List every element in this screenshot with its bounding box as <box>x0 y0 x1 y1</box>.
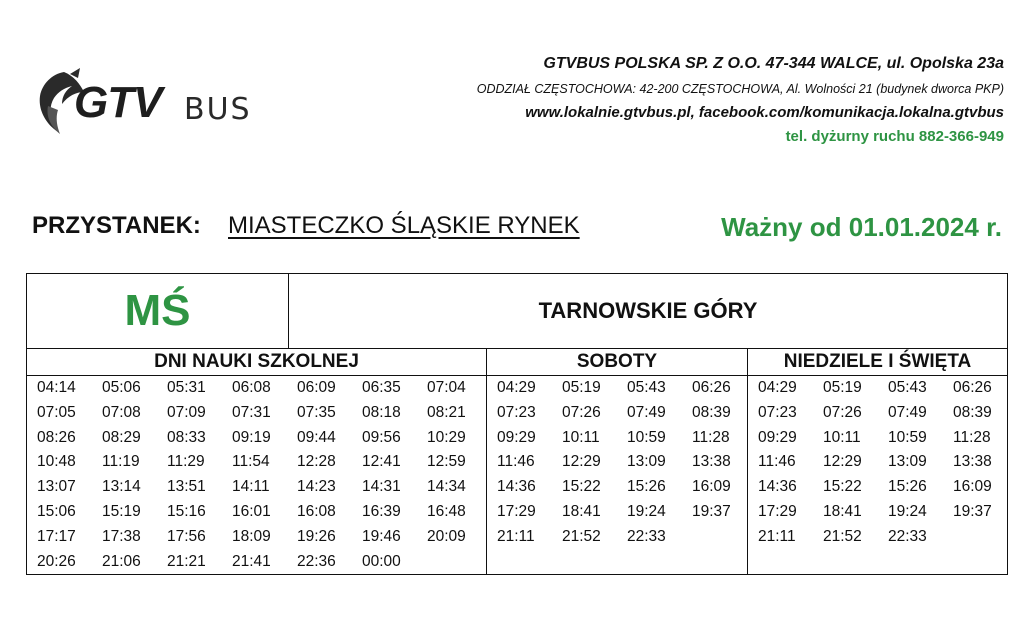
website-links[interactable]: www.lokalnie.gtvbus.pl, facebook.com/komunikacja.lokalna.gtvbus <box>525 104 1004 121</box>
departure-time: 13:14 <box>102 478 141 496</box>
departure-time: 08:21 <box>427 403 466 421</box>
departure-time: 09:56 <box>362 428 401 446</box>
departure-time: 12:29 <box>823 453 862 471</box>
departure-time: 05:19 <box>562 379 601 396</box>
departure-grid <box>27 376 486 574</box>
departure-time: 21:52 <box>562 527 601 545</box>
departure-time: 21:06 <box>102 552 141 570</box>
departure-time: 08:18 <box>362 403 401 421</box>
section-title: NIEDZIELE I ŚWIĘTA <box>748 349 1007 376</box>
departure-time: 00:00 <box>362 552 401 570</box>
departure-time: 07:49 <box>888 403 927 421</box>
departure-time: 17:29 <box>758 502 797 520</box>
departure-time: 07:08 <box>102 403 141 421</box>
departure-grid <box>487 376 747 550</box>
departure-time: 20:09 <box>427 527 466 545</box>
departure-time: 07:26 <box>562 403 601 421</box>
departure-time: 13:38 <box>953 453 992 471</box>
departure-time: 11:46 <box>758 453 796 471</box>
departure-time: 11:28 <box>953 428 991 446</box>
dispatcher-phone: tel. dyżurny ruchu 882-366-949 <box>785 128 1004 145</box>
departure-time: 04:29 <box>758 379 797 396</box>
departure-time: 19:24 <box>627 502 666 520</box>
departure-time: 09:29 <box>497 428 536 446</box>
branch-address: ODDZIAŁ CZĘSTOCHOWA: 42-200 CZĘSTOCHOWA, Al. Wolności 21 (budynek dworca PKP) <box>476 82 1004 96</box>
departure-time: 05:06 <box>102 379 141 396</box>
departure-time: 07:09 <box>167 403 206 421</box>
departure-time: 21:52 <box>823 527 862 545</box>
departure-time: 15:16 <box>167 502 206 520</box>
departure-time: 15:22 <box>562 478 601 496</box>
departure-grid <box>748 376 1007 550</box>
departure-time: 12:59 <box>427 453 466 471</box>
departure-time: 21:11 <box>758 527 796 545</box>
valid-from: Ważny od 01.01.2024 r. <box>721 212 1002 242</box>
departure-time: 13:51 <box>167 478 206 496</box>
section-title: SOBOTY <box>487 349 747 376</box>
departure-time: 15:19 <box>102 502 141 520</box>
departure-time: 15:06 <box>37 502 76 520</box>
departure-time: 14:31 <box>362 478 401 496</box>
departure-time: 12:41 <box>362 453 401 471</box>
departure-time: 16:09 <box>692 478 731 496</box>
departure-time: 08:39 <box>692 403 731 421</box>
departure-time: 07:35 <box>297 403 336 421</box>
departure-time: 04:14 <box>37 379 76 396</box>
departure-time: 17:17 <box>37 527 76 545</box>
departure-time: 14:36 <box>758 478 797 496</box>
destination: TARNOWSKIE GÓRY <box>538 298 758 323</box>
line-number: MŚ <box>27 274 289 348</box>
departure-time: 07:23 <box>758 403 797 421</box>
departure-time: 19:37 <box>953 502 992 520</box>
departure-time: 17:56 <box>167 527 206 545</box>
departure-time: 21:11 <box>497 527 535 545</box>
departure-time: 12:28 <box>297 453 336 471</box>
departure-time: 21:41 <box>232 552 271 570</box>
departure-time: 15:26 <box>627 478 666 496</box>
timetable <box>26 273 1008 575</box>
company-address: GTVBUS POLSKA SP. Z O.O. 47-344 WALCE, ul. Opolska 23a <box>543 55 1004 72</box>
departure-time: 13:07 <box>37 478 76 496</box>
departure-time: 08:26 <box>37 428 76 446</box>
departure-time: 16:48 <box>427 502 466 520</box>
section-saturdays <box>487 349 748 574</box>
logo-suffix: BUS <box>184 92 252 127</box>
departure-time: 19:26 <box>297 527 336 545</box>
departure-time: 11:46 <box>497 453 535 471</box>
departure-time: 16:08 <box>297 502 336 520</box>
departure-time: 16:01 <box>232 502 271 520</box>
departure-time: 04:29 <box>497 379 536 396</box>
departure-time: 07:26 <box>823 403 862 421</box>
departure-time: 07:31 <box>232 403 271 421</box>
departure-time: 19:46 <box>362 527 401 545</box>
departure-time: 22:33 <box>627 527 666 545</box>
departure-time: 11:19 <box>102 453 140 471</box>
departure-time: 10:59 <box>888 428 927 446</box>
departure-time: 05:19 <box>823 379 862 396</box>
departure-time: 14:34 <box>427 478 466 496</box>
departure-time: 11:29 <box>167 453 205 471</box>
departure-time: 09:19 <box>232 428 271 446</box>
departure-time: 10:11 <box>562 428 600 446</box>
departure-time: 07:49 <box>627 403 666 421</box>
departure-time: 15:26 <box>888 478 927 496</box>
departure-time: 15:22 <box>823 478 862 496</box>
departure-time: 19:37 <box>692 502 731 520</box>
departure-time: 22:36 <box>297 552 336 570</box>
departure-time: 05:43 <box>888 379 927 396</box>
departure-time: 17:29 <box>497 502 536 520</box>
departure-time: 18:09 <box>232 527 271 545</box>
departure-time: 06:35 <box>362 379 401 396</box>
departure-time: 07:05 <box>37 403 76 421</box>
stop-name: MIASTECZKO ŚLĄSKIE RYNEK <box>228 212 580 239</box>
departure-time: 11:28 <box>692 428 730 446</box>
departure-time: 08:29 <box>102 428 141 446</box>
departure-time: 22:33 <box>888 527 927 545</box>
departure-time: 14:23 <box>297 478 336 496</box>
company-info <box>477 54 1004 148</box>
departure-time: 13:09 <box>627 453 666 471</box>
departure-time: 06:09 <box>297 379 336 396</box>
departure-time: 05:43 <box>627 379 666 396</box>
departure-time: 17:38 <box>102 527 141 545</box>
departure-time: 06:08 <box>232 379 271 396</box>
stop-label: PRZYSTANEK: <box>32 212 201 239</box>
departure-time: 18:41 <box>562 502 601 520</box>
company-logo <box>34 66 274 140</box>
section-title: DNI NAUKI SZKOLNEJ <box>27 349 486 376</box>
departure-time: 21:21 <box>167 552 206 570</box>
departure-time: 19:24 <box>888 502 927 520</box>
departure-time: 07:04 <box>427 379 466 396</box>
departure-time: 16:39 <box>362 502 401 520</box>
departure-time: 10:48 <box>37 453 76 471</box>
departure-time: 12:29 <box>562 453 601 471</box>
departure-time: 14:11 <box>232 478 270 496</box>
section-sundays-holidays <box>748 349 1007 574</box>
departure-time: 06:26 <box>953 379 992 396</box>
departure-time: 16:09 <box>953 478 992 496</box>
departure-time: 06:26 <box>692 379 731 396</box>
departure-time: 10:11 <box>823 428 861 446</box>
departure-time: 09:29 <box>758 428 797 446</box>
departure-time: 10:59 <box>627 428 666 446</box>
departure-time: 18:41 <box>823 502 862 520</box>
departure-time: 07:23 <box>497 403 536 421</box>
departure-time: 08:33 <box>167 428 206 446</box>
departure-time: 14:36 <box>497 478 536 496</box>
departure-time: 11:54 <box>232 453 270 471</box>
logo-brand: GTV <box>74 78 162 127</box>
departure-time: 13:38 <box>692 453 731 471</box>
departure-time: 13:09 <box>888 453 927 471</box>
departure-time: 10:29 <box>427 428 466 446</box>
departure-time: 08:39 <box>953 403 992 421</box>
departure-time: 05:31 <box>167 379 206 396</box>
departure-time: 20:26 <box>37 552 76 570</box>
departure-time: 09:44 <box>297 428 336 446</box>
section-school-days <box>27 349 487 574</box>
